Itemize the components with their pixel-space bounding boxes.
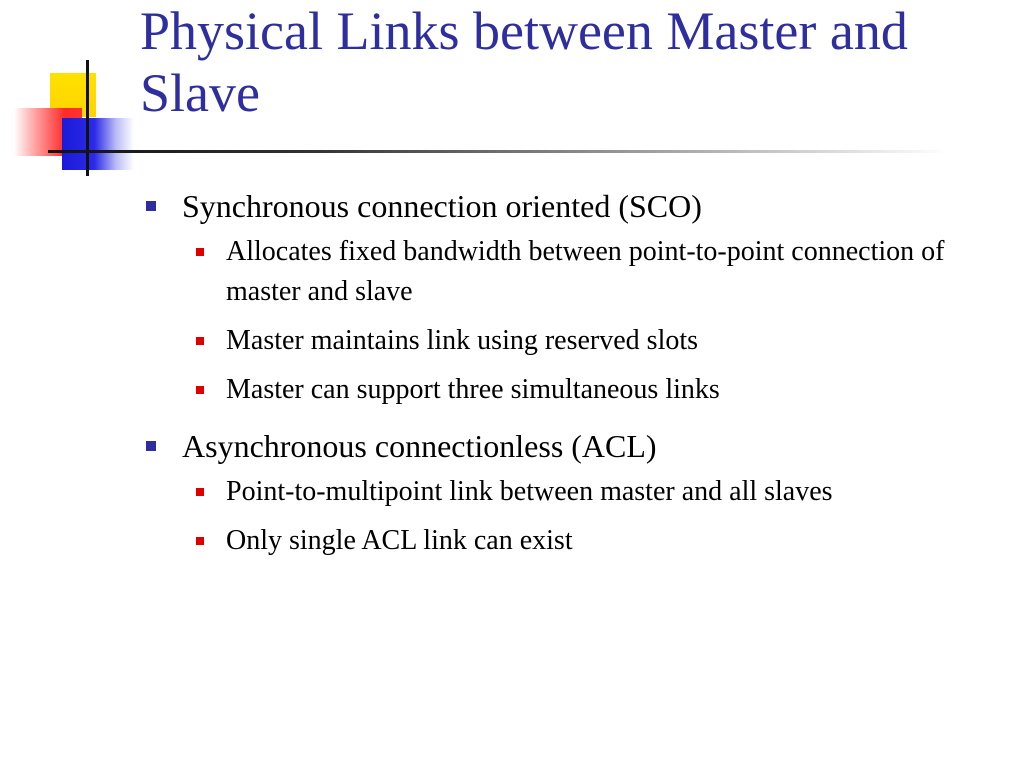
sub-bullet-item xyxy=(182,472,1004,512)
blue-square-shape xyxy=(62,118,134,170)
sub-bullet-text: Only single ACL link can exist xyxy=(226,525,573,556)
square-bullet-icon xyxy=(146,441,156,451)
bullet-item-sco xyxy=(144,186,1004,410)
sub-bullet-text: Master maintains link using reserved slots xyxy=(226,325,699,356)
slide-title: Physical Links between Master and Slave xyxy=(140,1,908,123)
sub-bullet-item xyxy=(182,321,1004,361)
crosshair-logo-icon xyxy=(0,0,150,190)
small-square-bullet-icon xyxy=(196,488,204,496)
sub-bullet-list xyxy=(182,232,1004,410)
small-square-bullet-icon xyxy=(196,537,204,545)
small-square-bullet-icon xyxy=(196,337,204,345)
bullet-text: Synchronous connection oriented (SCO) xyxy=(182,188,702,224)
bullet-text: Asynchronous connectionless (ACL) xyxy=(182,428,657,464)
sub-bullet-item xyxy=(182,370,1004,410)
title-underline xyxy=(48,150,948,153)
sub-bullet-text: Allocates fixed bandwidth between point-to-point connection of master and slave xyxy=(226,236,945,307)
vertical-line-shape xyxy=(86,60,89,176)
slide-body xyxy=(144,186,1004,577)
sub-bullet-item xyxy=(182,521,1004,561)
square-bullet-icon xyxy=(146,201,156,211)
bullet-list xyxy=(144,186,1004,561)
small-square-bullet-icon xyxy=(196,386,204,394)
sub-bullet-item xyxy=(182,232,1004,312)
sub-bullet-text: Master can support three simultaneous links xyxy=(226,374,720,405)
sub-bullet-list xyxy=(182,472,1004,561)
small-square-bullet-icon xyxy=(196,248,204,256)
bullet-item-acl xyxy=(144,426,1004,561)
sub-bullet-text: Point-to-multipoint link between master and all slaves xyxy=(226,476,833,507)
